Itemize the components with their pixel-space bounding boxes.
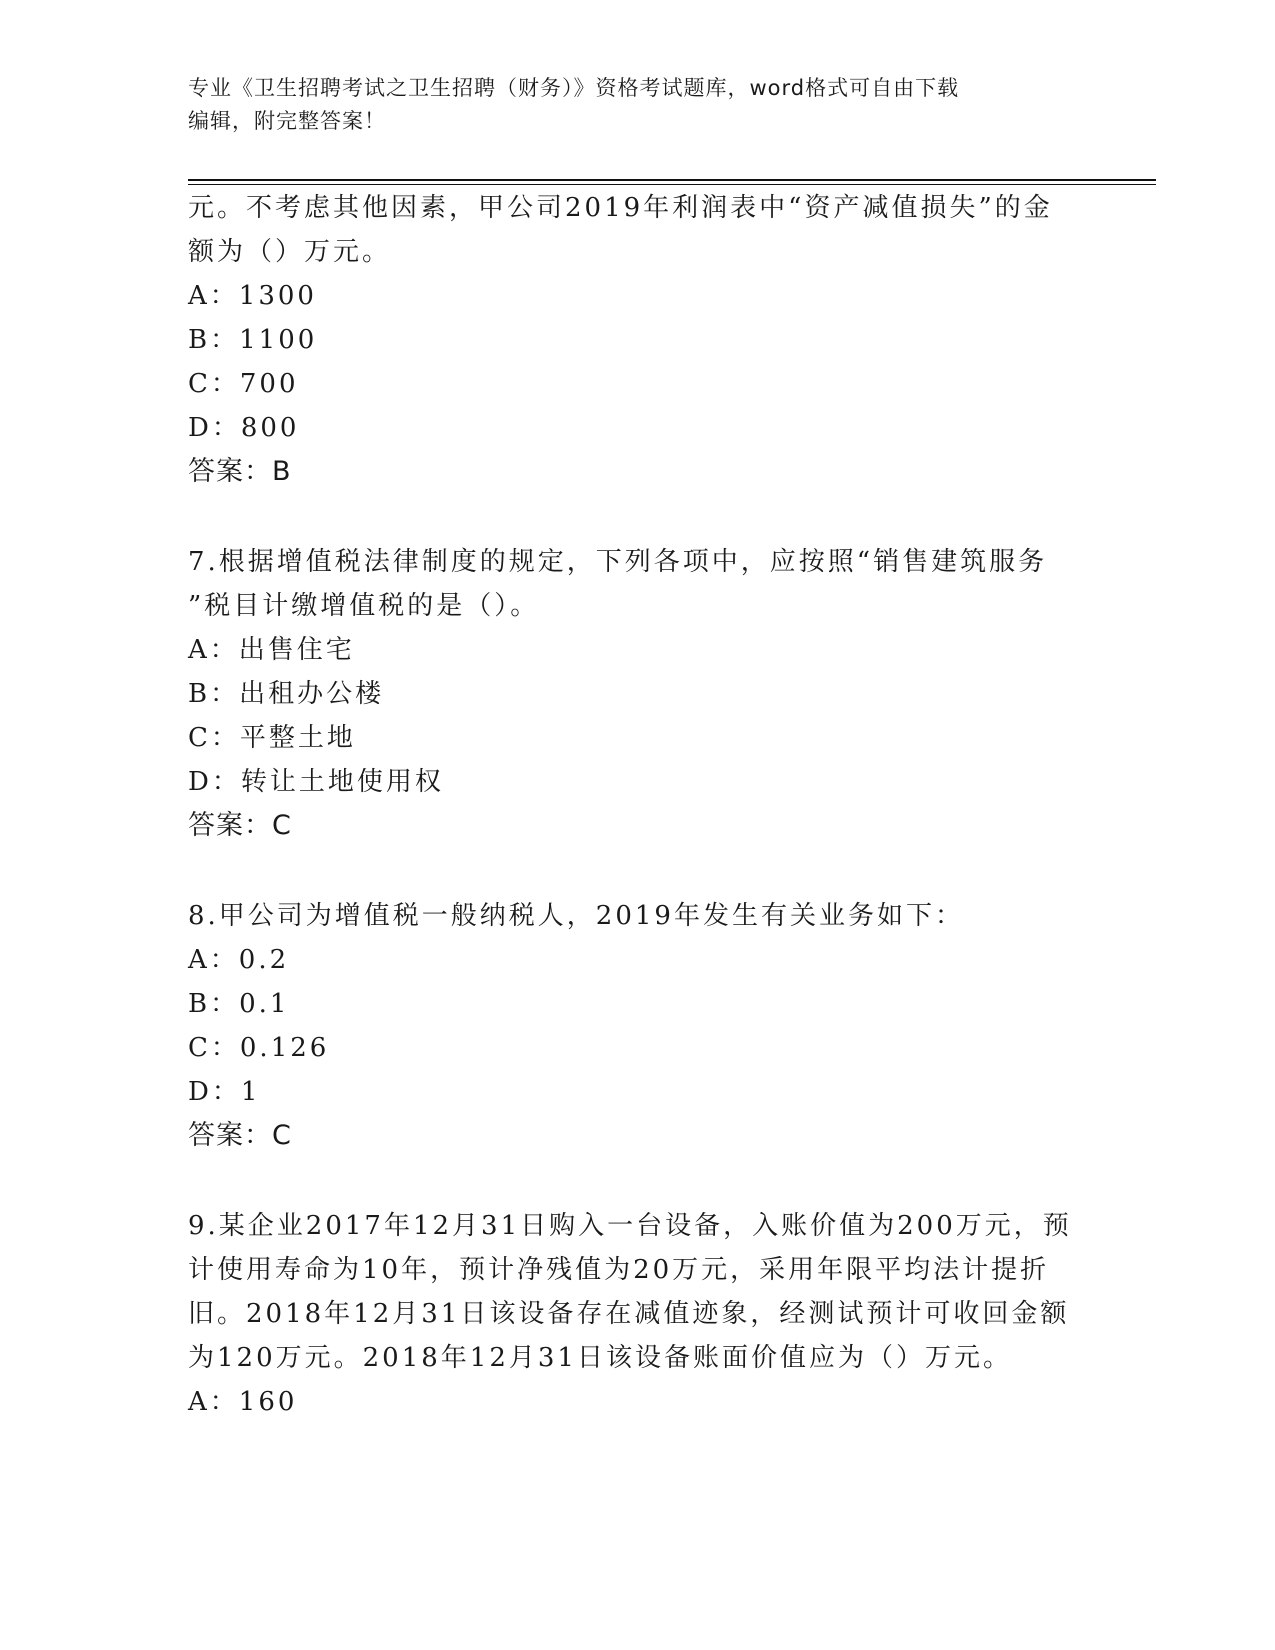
q9-stem-line-2: 计使用寿命为10年，预计净残值为20万元，采用年限平均法计提折 — [188, 1255, 1050, 1285]
header-line-1: 专业《卫生招聘考试之卫生招聘（财务）》资格考试题库，word格式可自由下载 — [188, 76, 960, 100]
q6-option-d: D：800 — [188, 413, 300, 443]
q7-stem-line-2: ”税目计缴增值税的是（）。 — [188, 591, 540, 621]
q7-option-a: A：出售住宅 — [188, 635, 355, 665]
q6-option-a: A：1300 — [188, 281, 317, 311]
q8-option-b: B：0.1 — [188, 989, 290, 1019]
q6-answer: 答案：B — [188, 456, 292, 487]
q7-option-b: B：出租办公楼 — [188, 679, 385, 709]
q9-stem-line-1: 9.某企业2017年12月31日购入一台设备，入账价值为200万元，预 — [188, 1211, 1072, 1241]
document-header — [188, 72, 1088, 138]
q8-answer: 答案：C — [188, 1120, 292, 1151]
q8-option-a: A：0.2 — [188, 945, 290, 975]
q8-option-d: D：1 — [188, 1077, 261, 1107]
q7-option-c: C：平整土地 — [188, 723, 356, 753]
q8-option-c: C：0.126 — [188, 1033, 330, 1063]
q9-stem-line-4: 为120万元。2018年12月31日该设备账面价值应为（）万元。 — [188, 1343, 1012, 1373]
q8-stem-line-1: 8.甲公司为增值税一般纳税人，2019年发生有关业务如下： — [188, 901, 964, 931]
q7-option-d: D：转让土地使用权 — [188, 767, 444, 797]
q6-stem-line-1: 元。不考虑其他因素，甲公司2019年利润表中“资产减值损失”的金 — [188, 193, 1053, 223]
header-line-2: 编辑，附完整答案！ — [188, 109, 386, 133]
q7-answer: 答案：C — [188, 810, 292, 841]
q7-stem-line-1: 7.根据增值税法律制度的规定，下列各项中，应按照“销售建筑服务 — [188, 547, 1048, 577]
q6-option-c: C：700 — [188, 369, 299, 399]
q6-option-b: B：1100 — [188, 325, 318, 355]
q9-stem-line-3: 旧。2018年12月31日该设备存在减值迹象，经测试预计可收回金额 — [188, 1299, 1070, 1329]
q6-stem-line-2: 额为（）万元。 — [188, 237, 392, 267]
q9-option-a: A：160 — [188, 1387, 298, 1417]
header-divider — [188, 179, 1156, 185]
